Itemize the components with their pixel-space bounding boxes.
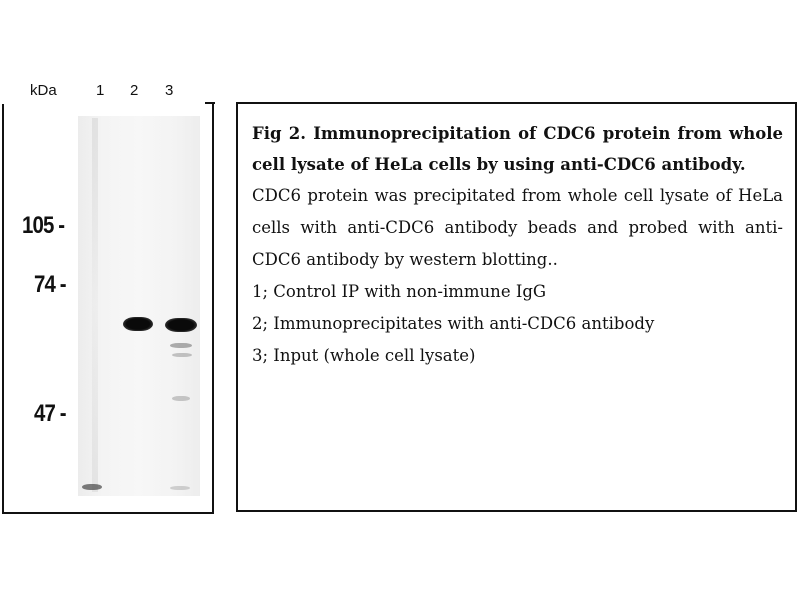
lane-3-faint-band xyxy=(172,353,192,357)
lane-label-1: 1 xyxy=(96,82,105,99)
figure-title: Fig 2. Immunoprecipitation of CDC6 protein from whole cell lysate of HeLa cells by using anti-CDC6 antibody. xyxy=(252,124,783,174)
lane-label-3: 3 xyxy=(165,82,174,99)
lane-legend-2: 2; Immunoprecipitates with anti-CDC6 antibody xyxy=(252,314,655,333)
lane-label-2: 2 xyxy=(130,82,139,99)
marker-47: 47 - xyxy=(34,400,66,427)
marker-105: 105 - xyxy=(22,212,65,239)
lane-3-faint-band xyxy=(172,396,190,401)
lane-legend-1: 1; Control IP with non-immune IgG xyxy=(252,282,547,301)
lane-legend-3: 3; Input (whole cell lysate) xyxy=(252,346,476,365)
lane-3-cdc6-band xyxy=(165,318,197,332)
blot-header xyxy=(0,82,220,104)
figure-caption-box xyxy=(236,102,797,512)
lane-3-bottom-band xyxy=(170,486,190,490)
lane-1-bottom-band xyxy=(82,484,102,490)
figure-description: CDC6 protein was precipitated from whole cell lysate of HeLa cells with anti-CDC6 antibody beads and probed with anti-CDC6 antibody by western blotting.. xyxy=(252,186,783,269)
lane-1-streak xyxy=(92,118,98,492)
marker-74: 74 - xyxy=(34,271,66,298)
lane-2-cdc6-band xyxy=(123,317,153,331)
lane-3-faint-band xyxy=(170,343,192,348)
kda-unit-label: kDa xyxy=(30,82,57,99)
